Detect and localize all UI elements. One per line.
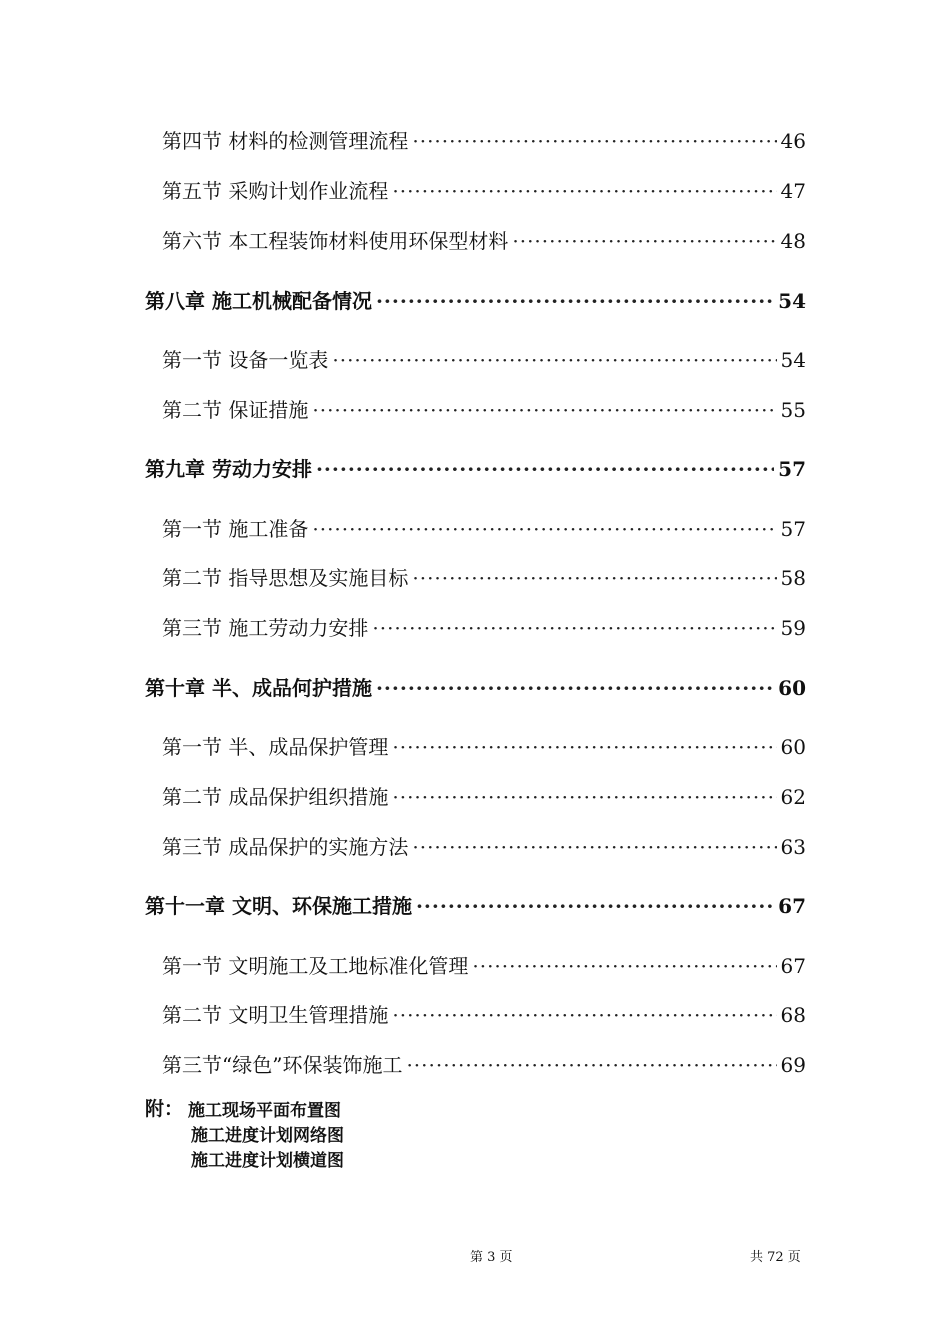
dot-leader bbox=[416, 894, 774, 918]
toc-entry-title: 第九章 劳动力安排 bbox=[145, 457, 312, 481]
toc-entry-title: 第六节 本工程装饰材料使用环保型材料 bbox=[162, 229, 509, 253]
toc-entry-page: 60 bbox=[778, 676, 806, 700]
toc-section-entry bbox=[162, 344, 806, 372]
dot-leader bbox=[412, 129, 776, 153]
toc-entry-title: 第一节 半、成品保护管理 bbox=[162, 735, 389, 759]
appendix-item: 施工进度计划横道图 bbox=[191, 1151, 344, 1171]
toc-entry-page: 58 bbox=[780, 566, 806, 590]
toc-section-entry bbox=[162, 394, 806, 422]
toc-entry-page: 60 bbox=[780, 735, 806, 759]
toc-entry-title: 第十章 半、成品何护措施 bbox=[145, 676, 372, 700]
toc-section-entry bbox=[162, 731, 806, 759]
toc-entry-page: 48 bbox=[780, 229, 806, 253]
toc-chapter-entry bbox=[145, 285, 806, 313]
toc-entry-title: 第一节 设备一览表 bbox=[162, 348, 329, 372]
toc-chapter-entry bbox=[145, 672, 806, 700]
toc-section-entry bbox=[162, 950, 806, 978]
dot-leader bbox=[406, 1053, 776, 1077]
appendix-item: 施工现场平面布置图 bbox=[188, 1101, 341, 1121]
toc-entry-page: 69 bbox=[780, 1053, 806, 1077]
dot-leader bbox=[412, 835, 776, 859]
dot-leader bbox=[392, 179, 776, 203]
dot-leader bbox=[372, 616, 776, 640]
toc-entry-page: 67 bbox=[778, 894, 806, 918]
toc-section-entry bbox=[162, 513, 806, 541]
dot-leader bbox=[332, 348, 776, 372]
toc-entry-page: 63 bbox=[780, 835, 806, 859]
toc-entry-title: 第二节 文明卫生管理措施 bbox=[162, 1003, 389, 1027]
toc-entry-title: 第三节 成品保护的实施方法 bbox=[162, 835, 409, 859]
toc-section-entry bbox=[162, 612, 806, 640]
toc-entry-page: 57 bbox=[778, 457, 806, 481]
toc-section-entry bbox=[162, 125, 806, 153]
dot-leader bbox=[512, 229, 776, 253]
toc-entry-title: 第十一章 文明、环保施工措施 bbox=[145, 894, 412, 918]
toc-section-entry bbox=[162, 562, 806, 590]
appendix-label: 附： bbox=[145, 1098, 184, 1120]
dot-leader bbox=[392, 785, 776, 809]
dot-leader bbox=[316, 457, 774, 481]
toc-entry-page: 46 bbox=[780, 129, 806, 153]
toc-section-entry bbox=[162, 225, 806, 253]
toc-entry-page: 55 bbox=[780, 398, 806, 422]
dot-leader bbox=[312, 517, 776, 541]
dot-leader bbox=[312, 398, 776, 422]
total-page-count: 共 72 页 bbox=[750, 1250, 801, 1265]
toc-entry-page: 54 bbox=[778, 289, 806, 313]
toc-entry-page: 62 bbox=[780, 785, 806, 809]
dot-leader bbox=[376, 289, 774, 313]
toc-entry-page: 57 bbox=[780, 517, 806, 541]
toc-entry-title: 第二节 指导思想及实施目标 bbox=[162, 566, 409, 590]
appendix-item: 施工进度计划网络图 bbox=[191, 1126, 344, 1146]
toc-entry-title: 第二节 保证措施 bbox=[162, 398, 309, 422]
toc-entry-title: 第四节 材料的检测管理流程 bbox=[162, 129, 409, 153]
toc-entry-title: 第三节“绿色”环保装饰施工 bbox=[162, 1053, 403, 1077]
toc-entry-page: 47 bbox=[780, 179, 806, 203]
toc-entry-title: 第二节 成品保护组织措施 bbox=[162, 785, 389, 809]
dot-leader bbox=[412, 566, 776, 590]
toc-entry-title: 第三节 施工劳动力安排 bbox=[162, 616, 369, 640]
toc-entry-page: 67 bbox=[780, 954, 806, 978]
toc-entry-title: 第八章 施工机械配备情况 bbox=[145, 289, 372, 313]
toc-entry-title: 第一节 施工准备 bbox=[162, 517, 309, 541]
toc-section-entry bbox=[162, 1049, 806, 1077]
dot-leader bbox=[392, 1003, 776, 1027]
dot-leader bbox=[376, 676, 774, 700]
toc-section-entry bbox=[162, 175, 806, 203]
toc-entry-title: 第一节 文明施工及工地标准化管理 bbox=[162, 954, 469, 978]
toc-chapter-entry bbox=[145, 453, 806, 481]
toc-chapter-entry bbox=[145, 890, 806, 918]
toc-entry-page: 68 bbox=[780, 1003, 806, 1027]
toc-entry-title: 第五节 采购计划作业流程 bbox=[162, 179, 389, 203]
dot-leader bbox=[472, 954, 776, 978]
toc-section-entry bbox=[162, 781, 806, 809]
toc-section-entry bbox=[162, 999, 806, 1027]
toc-section-entry bbox=[162, 831, 806, 859]
toc-entry-page: 54 bbox=[780, 348, 806, 372]
toc-entry-page: 59 bbox=[780, 616, 806, 640]
current-page-number: 第 3 页 bbox=[470, 1250, 513, 1265]
dot-leader bbox=[392, 735, 776, 759]
